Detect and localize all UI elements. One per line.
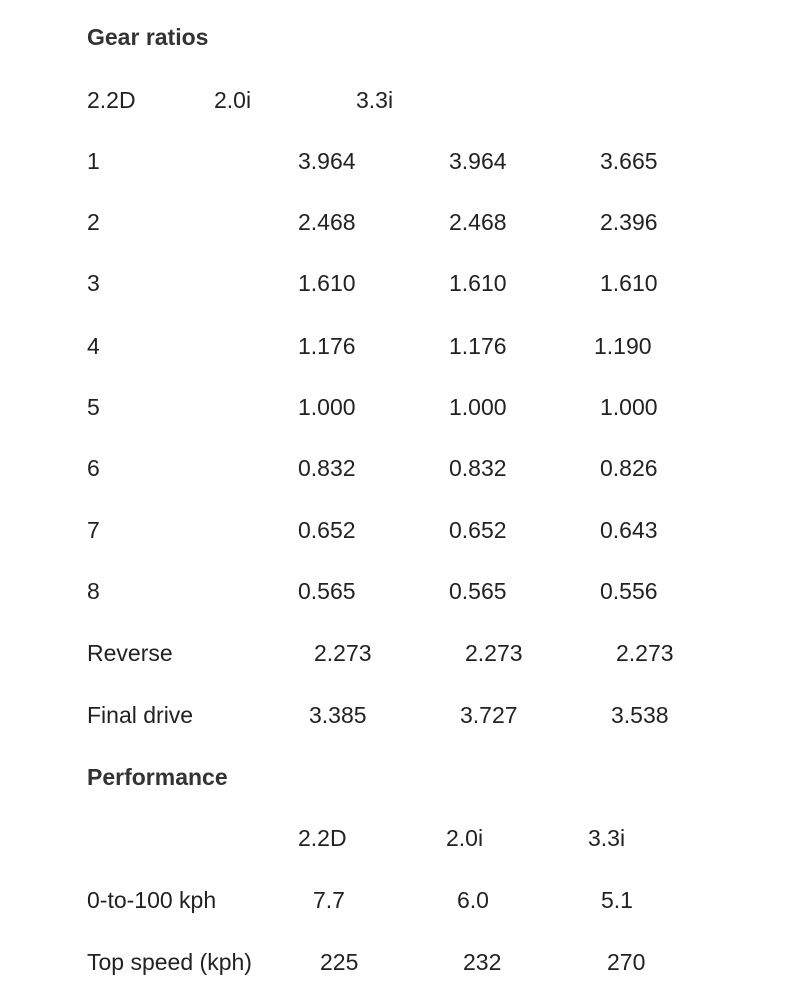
gear-row-label: 4	[87, 333, 100, 359]
gear-row-value: 1.176	[298, 333, 356, 359]
gear-row-value: 0.826	[600, 455, 658, 481]
gear-header-3-3i: 3.3i	[356, 87, 394, 113]
gear-row-value: 3.727	[460, 702, 518, 728]
gear-row-value: 3.538	[611, 702, 669, 728]
gear-row-value: 2.273	[314, 640, 372, 666]
performance-row-label: 0-to-100 kph	[87, 887, 217, 913]
performance-row-label: Top speed (kph)	[87, 949, 252, 975]
gear-row-value: 1.000	[298, 394, 356, 420]
gear-row-label: 8	[87, 578, 100, 604]
gear-row-value: 0.565	[449, 578, 507, 604]
gear-row-value: 0.832	[298, 455, 356, 481]
gear-header-2-0i: 2.0i	[214, 87, 252, 113]
performance-row-value: 6.0	[457, 887, 489, 913]
gear-row-value: 1.190	[594, 333, 652, 359]
gear-row-value: 1.176	[449, 333, 507, 359]
gear-row-value: 2.468	[298, 209, 356, 235]
gear-row-value: 2.273	[465, 640, 523, 666]
gear-row-label: 3	[87, 270, 100, 296]
performance-row-value: 5.1	[601, 887, 633, 913]
gear-row-value: 3.964	[298, 148, 356, 174]
gear-row-value: 1.000	[600, 394, 658, 420]
gear-row-value: 2.396	[600, 209, 658, 235]
gear-row-label: 5	[87, 394, 100, 420]
gear-row-label: 6	[87, 455, 100, 481]
gear-row-label: 2	[87, 209, 100, 235]
performance-header-3-3i: 3.3i	[588, 825, 626, 851]
performance-row-value: 225	[320, 949, 359, 975]
gear-row-value: 3.665	[600, 148, 658, 174]
gear-row-value: 2.468	[449, 209, 507, 235]
performance-heading: Performance	[87, 764, 228, 790]
gear-row-value: 0.652	[298, 517, 356, 543]
performance-row-value: 7.7	[313, 887, 345, 913]
gear-row-value: 2.273	[616, 640, 674, 666]
performance-row-value: 232	[463, 949, 502, 975]
performance-header-2-2d: 2.2D	[298, 825, 347, 851]
performance-row-value: 270	[607, 949, 646, 975]
gear-row-value: 1.610	[600, 270, 658, 296]
gear-row-value: 3.964	[449, 148, 507, 174]
gear-row-label: 1	[87, 148, 100, 174]
gear-row-value: 3.385	[309, 702, 367, 728]
gear-row-value: 0.832	[449, 455, 507, 481]
gear-row-value: 0.643	[600, 517, 658, 543]
gear-row-value: 1.000	[449, 394, 507, 420]
gear-row-label: Reverse	[87, 640, 173, 666]
gear-row-value: 1.610	[449, 270, 507, 296]
gear-row-label: Final drive	[87, 702, 194, 728]
gear-row-value: 1.610	[298, 270, 356, 296]
performance-header-2-0i: 2.0i	[446, 825, 484, 851]
gear-row-label: 7	[87, 517, 100, 543]
gear-row-value: 0.556	[600, 578, 658, 604]
gear-ratios-heading: Gear ratios	[87, 24, 209, 50]
gear-header-2-2d: 2.2D	[87, 87, 136, 113]
gear-row-value: 0.652	[449, 517, 507, 543]
gear-row-value: 0.565	[298, 578, 356, 604]
